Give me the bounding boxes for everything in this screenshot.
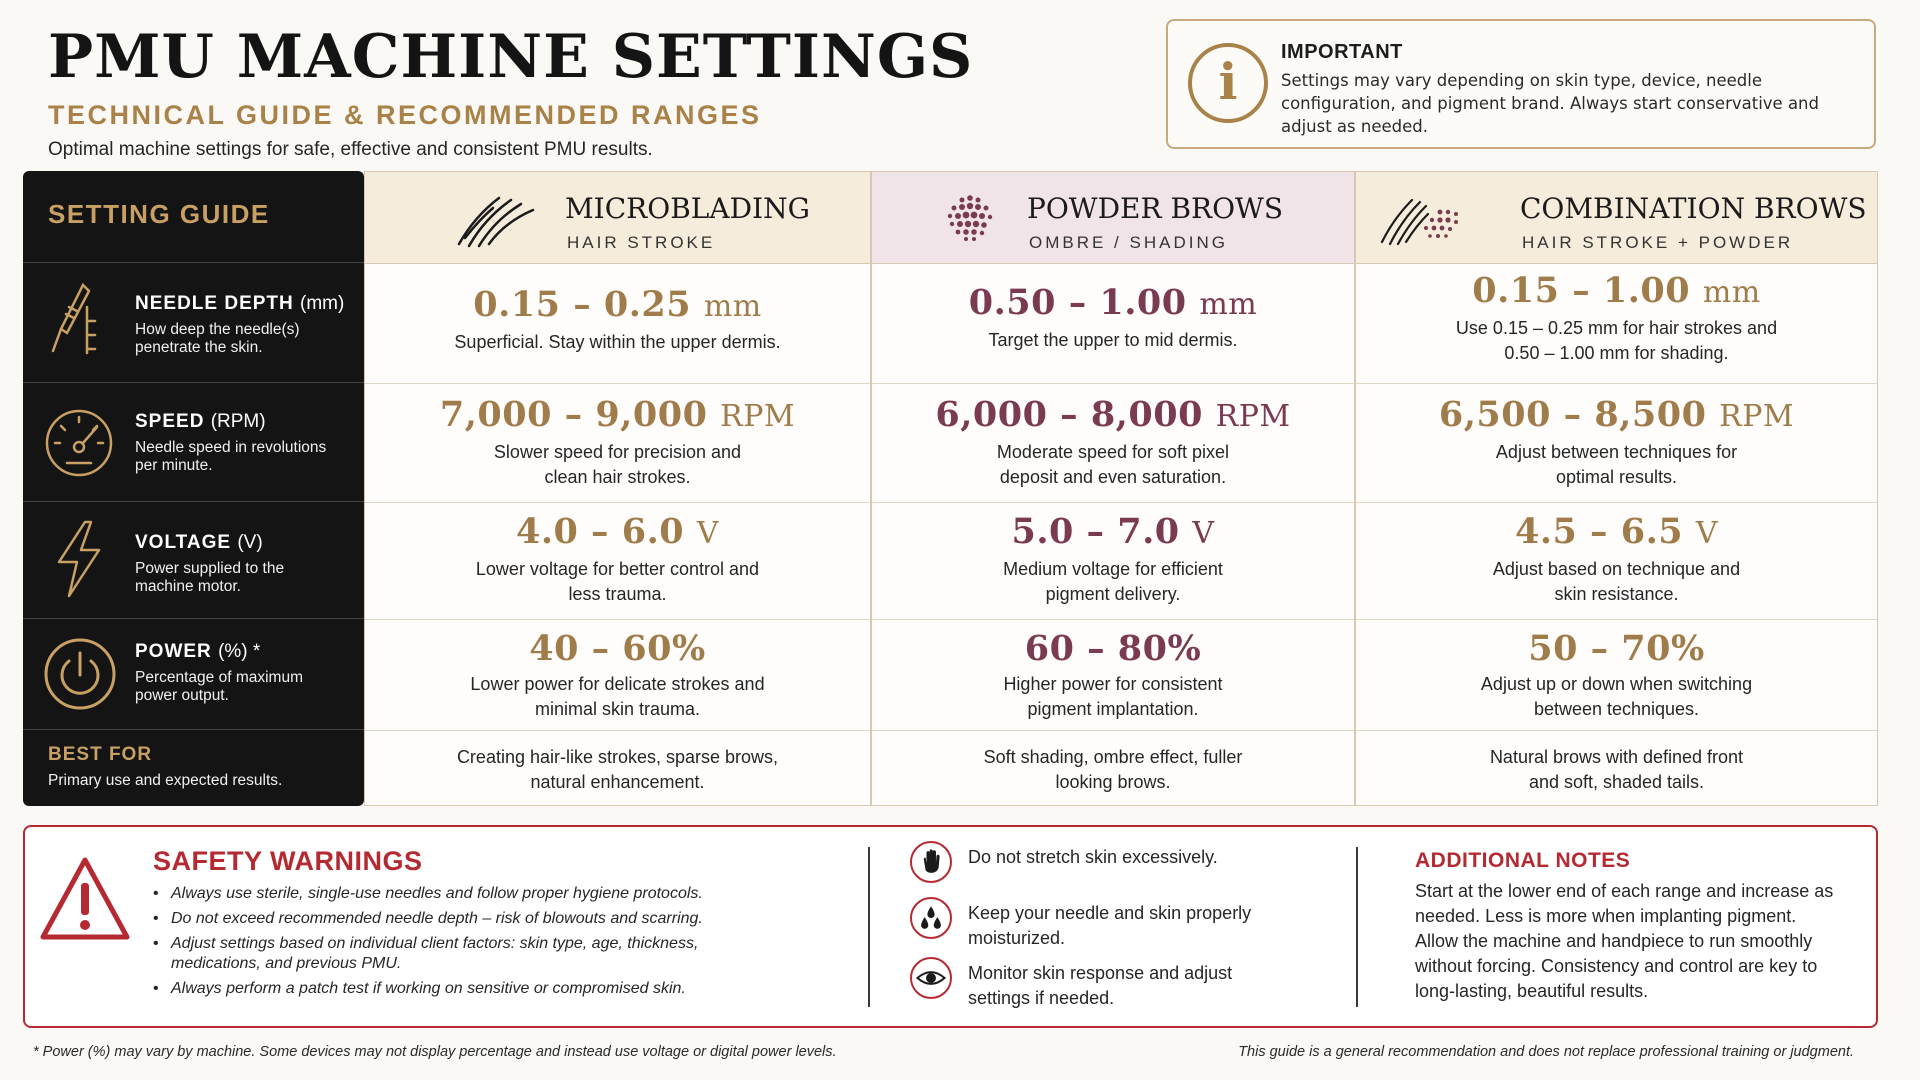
needle-icon xyxy=(39,277,121,359)
powder-depth-cell xyxy=(872,264,1354,384)
additional-notes-text: Start at the lower end of each range and increase as needed. Less is more when implanting pigment. Allow the machine and handpiece to run smoothly without forcing. Consistency and control are key to long-lasting, beautiful results. xyxy=(1415,881,1834,1001)
power-desc: Percentage of maximum power output. xyxy=(135,669,303,704)
combo-depth-cell xyxy=(1356,264,1877,384)
row-label-voltage xyxy=(23,502,364,619)
important-text: Settings may vary depending on skin type, device, needle configuration, and pigment brand. Always start conservative and adjust as needed. xyxy=(1281,71,1819,136)
power-icon xyxy=(39,633,121,715)
row-label-needle-depth xyxy=(23,263,364,383)
combination-brows-title: COMBINATION BROWS xyxy=(1520,192,1867,225)
column-header-combination-brows xyxy=(1356,172,1877,264)
microblading-depth-cell xyxy=(365,264,870,384)
safety-item: • Do not exceed recommended needle depth – risk of blowouts and scarring. xyxy=(153,909,713,929)
microblading-voltage-note: Lower voltage for better control and less trauma. xyxy=(475,559,760,604)
microblading-depth-note: Superficial. Stay within the upper dermis. xyxy=(454,332,781,352)
microblading-speed-cell xyxy=(365,384,870,503)
voltage-desc: Power supplied to the machine motor. xyxy=(135,560,285,595)
powder-power-cell xyxy=(872,620,1354,731)
microblading-best-for-cell xyxy=(365,731,870,807)
tip-monitor-text: Monitor skin response and adjust settings if needed. xyxy=(968,963,1233,1008)
best-for-label: BEST FOR xyxy=(48,744,153,765)
tip-stretch-text: Do not stretch skin excessively. xyxy=(968,847,1218,867)
column-header-microblading xyxy=(365,172,870,264)
combo-brow-icon xyxy=(1380,186,1464,250)
combo-voltage-note: Adjust based on technique and skin resistance. xyxy=(1492,559,1741,604)
safety-title: SAFETY WARNINGS xyxy=(153,846,423,876)
powder-depth-note: Target the upper to mid dermis. xyxy=(988,330,1238,350)
eye-icon xyxy=(910,957,952,999)
safety-item: • Always perform a patch test if working on sensitive or compromised skin. xyxy=(153,979,713,999)
safety-divider xyxy=(868,847,870,1007)
powder-best-for-cell xyxy=(872,731,1354,807)
microblading-depth-value: 0.15 – 0.25 mm xyxy=(473,284,762,325)
combo-voltage-value: 4.5 – 6.5 V xyxy=(1514,511,1718,552)
important-notice xyxy=(1166,19,1876,149)
safety-list xyxy=(153,884,713,1004)
header xyxy=(48,18,1128,161)
combo-power-note: Adjust up or down when switching between techniques. xyxy=(1480,674,1753,719)
warning-triangle-icon xyxy=(39,855,131,943)
column-powder-brows xyxy=(871,171,1355,806)
combo-best-for: Natural brows with defined front and soft, shaded tails. xyxy=(1489,747,1744,792)
important-title: IMPORTANT xyxy=(1281,41,1403,63)
combo-voltage-cell xyxy=(1356,503,1877,620)
page-subtitle: TECHNICAL GUIDE & RECOMMENDED RANGES xyxy=(48,100,762,130)
microblading-voltage-cell xyxy=(365,503,870,620)
droplets-icon xyxy=(910,897,952,939)
safety-warnings-panel xyxy=(23,825,1878,1028)
combo-speed-note: Adjust between techniques for optimal results. xyxy=(1495,442,1738,487)
microblading-speed-value: 7,000 – 9,000 RPM xyxy=(439,394,796,435)
combo-speed-value: 6,500 – 8,500 RPM xyxy=(1438,394,1795,435)
row-label-speed xyxy=(23,383,364,502)
combo-power-value: 50 – 70% xyxy=(1528,628,1705,669)
best-for-desc: Primary use and expected results. xyxy=(48,772,283,789)
safety-item: • Adjust settings based on individual client factors: skin type, age, thickness, medications, and previous PMU. xyxy=(153,934,713,974)
powder-speed-value: 6,000 – 8,000 RPM xyxy=(935,394,1291,435)
footnote-disclaimer: This guide is a general recommendation and does not replace professional training or judgment. xyxy=(1238,1044,1854,1060)
footnote-power: * Power (%) may vary by machine. Some devices may not display percentage and instead use voltage or digital power levels. xyxy=(33,1044,837,1060)
powder-best-for: Soft shading, ombre effect, fuller looking brows. xyxy=(983,747,1243,792)
row-label-best-for xyxy=(23,730,364,806)
safety-item: • Always use sterile, single-use needles and follow proper hygiene protocols. xyxy=(153,884,713,904)
powder-speed-note: Moderate speed for soft pixel deposit and even saturation. xyxy=(996,442,1230,487)
page-tagline: Optimal machine settings for safe, effective and consistent PMU results. xyxy=(48,139,653,160)
voltage-label: VOLTAGE (V) xyxy=(135,532,263,553)
microblading-best-for: Creating hair-like strokes, sparse brows, natural enhancement. xyxy=(456,747,779,792)
speed-desc: Needle speed in revolutions per minute. xyxy=(135,439,327,474)
microblading-subtitle: HAIR STROKE xyxy=(567,233,716,252)
combo-speed-cell xyxy=(1356,384,1877,503)
microblading-voltage-value: 4.0 – 6.0 V xyxy=(515,511,719,552)
microblading-speed-note: Slower speed for precision and clean hair strokes. xyxy=(493,442,742,487)
powder-voltage-value: 5.0 – 7.0 V xyxy=(1011,511,1215,552)
combination-brows-subtitle: HAIR STROKE + POWDER xyxy=(1522,233,1794,252)
row-label-power xyxy=(23,619,364,730)
needle-depth-label: NEEDLE DEPTH (mm) xyxy=(135,293,345,314)
powder-depth-value: 0.50 – 1.00 mm xyxy=(968,282,1258,323)
powder-power-value: 60 – 80% xyxy=(1024,628,1202,669)
column-header-powder-brows xyxy=(872,172,1354,264)
dot-shading-icon xyxy=(932,186,1016,250)
column-combination-brows xyxy=(1355,171,1878,806)
powder-speed-cell xyxy=(872,384,1354,503)
page-title: PMU MACHINE SETTINGS xyxy=(48,22,974,92)
powder-voltage-note: Medium voltage for efficient pigment delivery. xyxy=(1003,559,1223,604)
speed-label: SPEED (RPM) xyxy=(135,411,266,432)
powder-power-note: Higher power for consistent pigment implantation. xyxy=(1003,674,1223,719)
combo-best-for-cell xyxy=(1356,731,1877,807)
setting-guide-header xyxy=(23,171,364,263)
notes-divider xyxy=(1356,847,1358,1007)
lightning-icon xyxy=(39,516,121,598)
combo-power-cell xyxy=(1356,620,1877,731)
power-label: POWER (%) * xyxy=(135,641,261,662)
settings-table xyxy=(23,171,1878,806)
setting-guide-sidebar xyxy=(23,171,364,806)
combo-depth-value: 0.15 – 1.00 mm xyxy=(1472,270,1761,311)
powder-brows-subtitle: OMBRE / SHADING xyxy=(1029,233,1228,252)
additional-notes-title: ADDITIONAL NOTES xyxy=(1415,849,1631,872)
microblading-power-note: Lower power for delicate strokes and minimal skin trauma. xyxy=(470,674,765,719)
hair-stroke-icon xyxy=(455,186,539,250)
tip-moisturize-text: Keep your needle and skin properly moisturized. xyxy=(968,903,1252,948)
powder-voltage-cell xyxy=(872,503,1354,620)
combo-depth-note: Use 0.15 – 0.25 mm for hair strokes and 0.50 – 1.00 mm for shading. xyxy=(1455,318,1778,363)
needle-depth-desc: How deep the needle(s) penetrate the skin. xyxy=(135,321,300,356)
column-microblading xyxy=(364,171,871,806)
powder-brows-title: POWDER BROWS xyxy=(1027,192,1284,225)
microblading-power-cell xyxy=(365,620,870,731)
microblading-title: MICROBLADING xyxy=(565,192,810,225)
setting-guide-title: SETTING GUIDE xyxy=(48,199,270,229)
gauge-icon xyxy=(39,401,121,483)
hand-stop-icon xyxy=(910,841,952,883)
microblading-power-value: 40 – 60% xyxy=(529,628,706,669)
info-icon: i xyxy=(1188,43,1268,123)
